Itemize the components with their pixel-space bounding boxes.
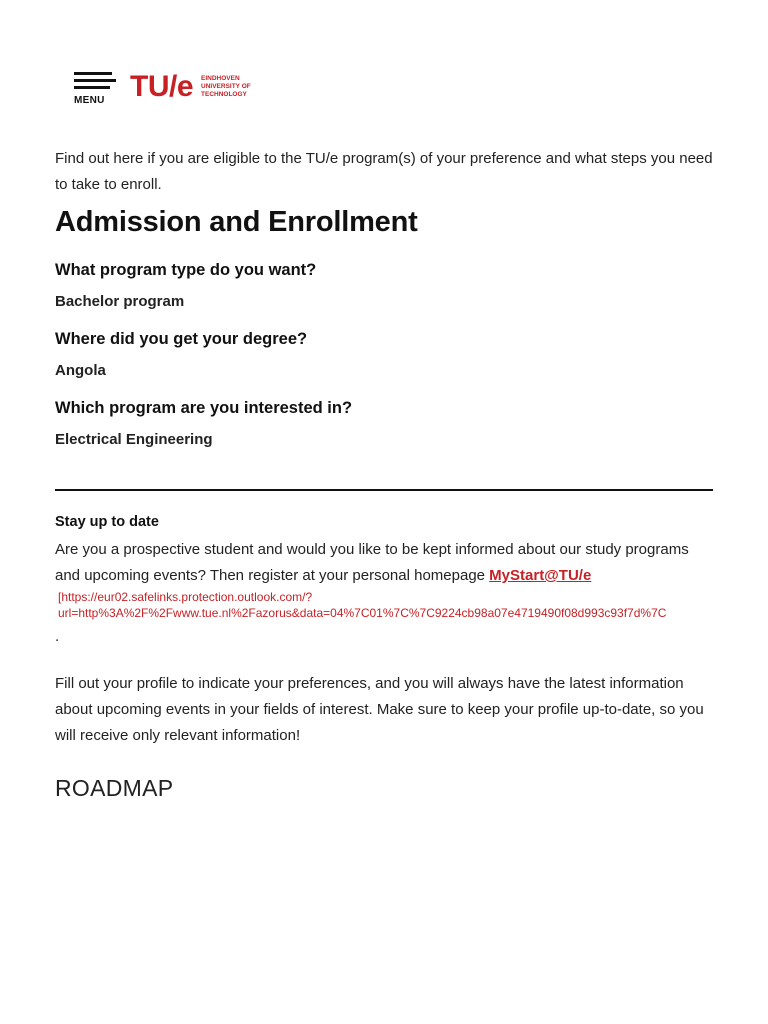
roadmap-heading: ROADMAP (55, 775, 174, 801)
profile-text: Fill out your profile to indicate your preferences, and you will always have the latest information about upcoming events in your fields of interest. Make sure to keep your profile up-to-date, so you will receive only relevant information! (55, 675, 704, 744)
stay-up-to-date-text (55, 537, 715, 589)
answer-program-type[interactable]: Bachelor program (55, 293, 185, 310)
section-divider (55, 489, 713, 491)
mystart-url[interactable] (58, 589, 722, 621)
question-degree-country: Where did you get your degree? (55, 330, 308, 348)
page-title: Admission and Enrollment (55, 206, 418, 238)
answer-degree-country[interactable]: Angola (55, 362, 106, 379)
logo-line: UNIVERSITY OF (201, 83, 251, 90)
site-header (74, 70, 374, 110)
url-line: url=http%3A%2F%2Fwww.tue.nl%2Fazorus&data=04%7C01%7C%7C9224cb98a07e4719490f08d993c93f7d%7C (58, 606, 667, 620)
answer-program-interest[interactable]: Electrical Engineering (55, 431, 213, 448)
question-program-interest: Which program are you interested in? (55, 399, 353, 417)
question-program-type: What program type do you want? (55, 261, 317, 279)
hamburger-menu-icon (74, 72, 116, 94)
logo-text (201, 75, 251, 99)
stay-text: Are you a prospective student and would you like to be kept informed about our study programs and upcoming events? Then register at your personal homepage (55, 541, 689, 584)
menu-button[interactable] (74, 70, 118, 108)
tue-logo[interactable] (130, 72, 251, 102)
mystart-link[interactable]: MyStart@TU/e (489, 567, 592, 584)
logo-mark: TU/e (130, 70, 194, 103)
url-line: [https://eur02.safelinks.protection.outlook.com/? (58, 590, 313, 604)
sentence-period: . (55, 628, 60, 645)
intro-text: Find out here if you are eligible to the TU/e program(s) of your preference and what steps you need to take to enroll. (55, 150, 713, 193)
menu-label: MENU (74, 95, 105, 106)
logo-line: EINDHOVEN (201, 75, 240, 82)
stay-up-to-date-heading: Stay up to date (55, 514, 159, 530)
logo-line: TECHNOLOGY (201, 91, 247, 98)
